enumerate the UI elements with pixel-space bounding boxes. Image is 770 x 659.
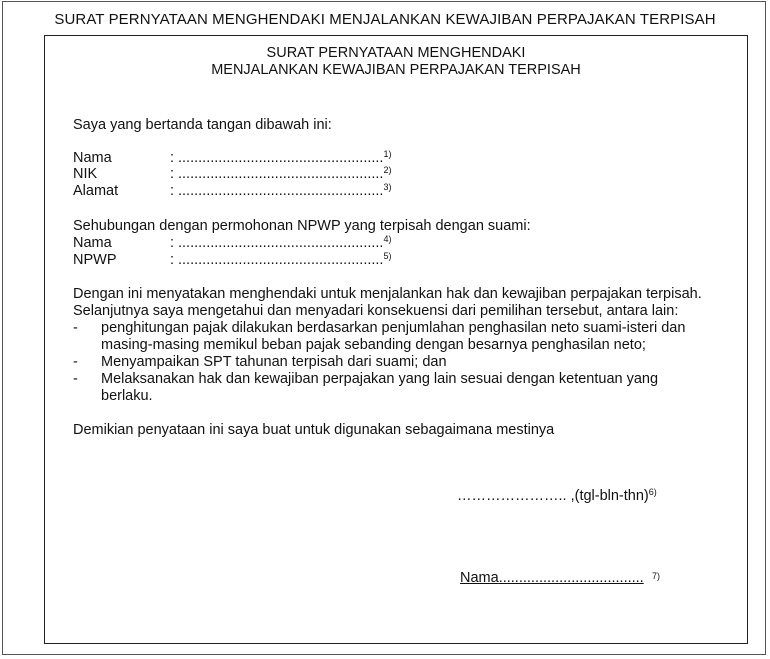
field-blank: ...................................................$^{5)}$ (178, 251, 392, 268)
field-label: Nama (73, 150, 112, 166)
spouse-intro-text: Sehubungan dengan permohonan NPWP yang terpisah dengan suami: (73, 218, 531, 234)
statement-line-1: Dengan ini menyatakan menghendaki untuk menjalankan hak dan kewajiban perpajakan terpisah. (73, 286, 702, 302)
field-colon: : (170, 235, 175, 251)
field-blank: ...................................................$^{4)}$ (178, 234, 392, 251)
field-blank: ...................................................$^{3)}$ (178, 182, 392, 199)
date-line: ………………….. $,(tgl-bln-thn)^{6)}$ (457, 487, 657, 504)
intro-text: Saya yang bertanda tangan dibawah ini: (73, 117, 332, 133)
document-title-line-2: MENJALANKAN KEWAJIBAN PERPAJAKAN TERPISAH (211, 62, 581, 78)
field-colon: : (170, 252, 175, 268)
bullet-text-1b: masing-masing memikul beban pajak sebanding dengan besarnya penghasilan neto; (101, 337, 646, 353)
bullet-dash: - (73, 354, 78, 370)
closing-text: Demikian penyataan ini saya buat untuk digunakan sebagaimana mestinya (73, 422, 555, 438)
field-colon: : (170, 183, 175, 199)
signature-name-line: Nama.................................... (460, 570, 644, 586)
field-blank: ...................................................$^{1)}$ (178, 149, 392, 166)
footnote-marker: 1) (383, 149, 392, 159)
field-colon: : (170, 150, 175, 166)
field-label: Nama (73, 235, 112, 251)
field-label: NIK (73, 166, 98, 182)
bullet-text-3a: Melaksanakan hak dan kewajiban perpajakan yang lain sesuai dengan ketentuan yang (101, 371, 659, 387)
bullet-text-3b: berlaku. (101, 388, 153, 404)
bullet-dash: - (73, 320, 78, 336)
footnote-marker: 3) (383, 182, 392, 192)
bullet-text-1a: penghitungan pajak dilakukan berdasarkan penjumlahan penghasilan neto suami-isteri dan (101, 320, 686, 336)
page-title: SURAT PERNYATAAN MENGHENDAKI MENJALANKAN KEWAJIBAN PERPAJAKAN TERPISAH (54, 11, 716, 28)
footnote-marker: 4) (383, 234, 392, 244)
bullet-dash: - (73, 371, 78, 387)
statement-line-2: Selanjutnya saya mengetahui dan menyadari konsekuensi dari pemilihan tersebut, antara lain: (73, 303, 679, 319)
document-title (44, 45, 748, 79)
document-title-line-1: SURAT PERNYATAAN MENGHENDAKI (266, 45, 526, 61)
footnote-marker: 2) (383, 165, 392, 175)
field-label: Alamat (73, 183, 119, 199)
field-label: NPWP (73, 252, 117, 268)
footnote-marker: 7) (652, 571, 661, 581)
bullet-text-2: Menyampaikan SPT tahunan terpisah dari suami; dan (101, 354, 447, 370)
footnote-marker: 5) (383, 251, 392, 261)
field-blank: ...................................................$^{2)}$ (178, 165, 392, 182)
field-colon: : (170, 166, 175, 182)
footnote-marker: 6) (648, 487, 657, 497)
